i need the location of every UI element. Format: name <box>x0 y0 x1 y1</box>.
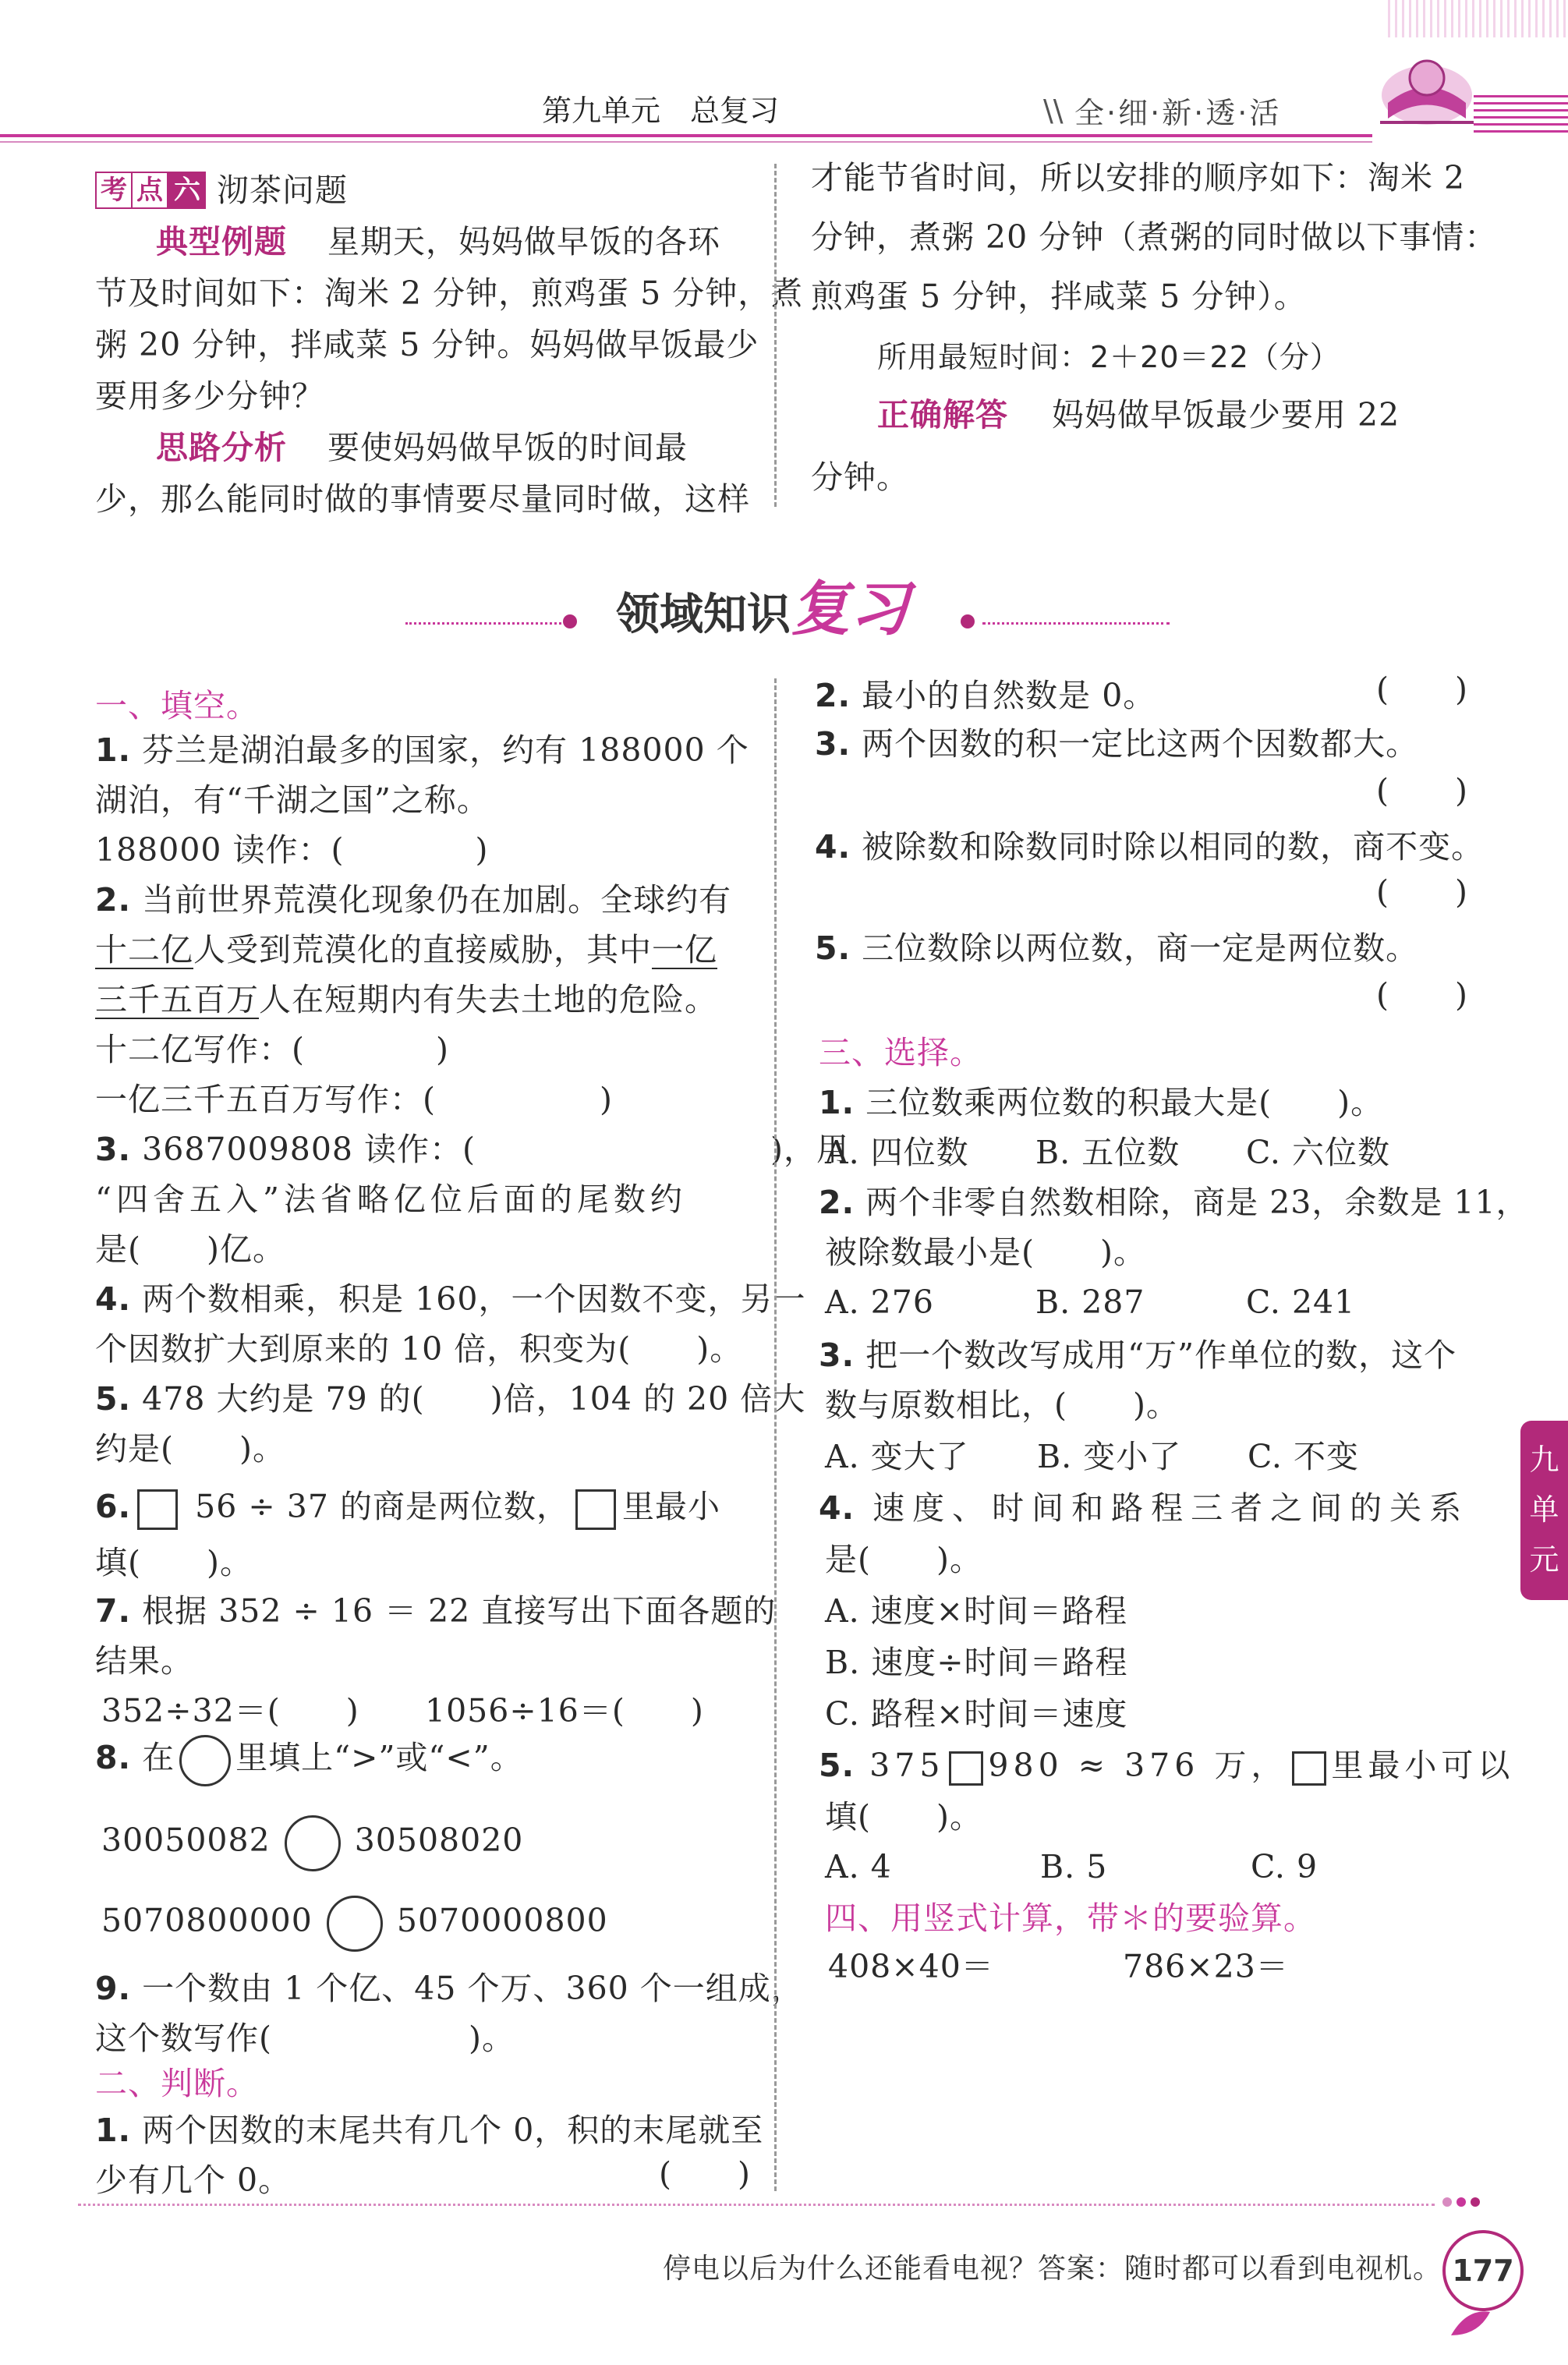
s1q3-num: 3. <box>95 1131 132 1168</box>
s1q7-expr-b: 1056÷16＝( ) <box>425 1692 704 1729</box>
sec3-title: 三、选择。 <box>819 1034 982 1071</box>
s3q2-text-1: 两个非零自然数相除，商是 23，余数是 11， <box>865 1184 1529 1221</box>
banner-title <box>616 561 909 646</box>
s2q1-line-2: 少有几个 0。 <box>95 2161 292 2199</box>
s1q8-pre: 在 <box>142 1739 175 1776</box>
s3q1-line-1 <box>819 1078 1383 1128</box>
topic-title: 沏茶问题 <box>217 172 348 209</box>
analysis-line-1 <box>156 423 688 473</box>
topic-tag-char-1: 考 <box>95 172 133 209</box>
header-stripes <box>1474 92 1568 133</box>
s1q3-line-3: 是( )亿。 <box>95 1230 285 1268</box>
s3q3-line-1 <box>819 1330 1457 1380</box>
s3q5-opt-b[interactable]: B. 5 <box>1040 1848 1108 1885</box>
s3q5-opt-a[interactable]: A. 4 <box>825 1848 892 1885</box>
s1q6-box-2[interactable] <box>575 1489 616 1530</box>
footer-riddle: 停电以后为什么还能看电视？答案：随时都可以看到电视机。 <box>663 2253 1442 2285</box>
s1q2-text-1: 当前世界荒漠化现象仍在加剧。全球约有 <box>142 881 732 919</box>
s3q3-opt-b[interactable]: B. 变小了 <box>1037 1438 1182 1475</box>
s4-expr-a: 408×40＝ <box>828 1948 994 1985</box>
side-tab-char-3: 元 <box>1529 1542 1559 1577</box>
analysis-label: 思路分析 <box>156 429 287 466</box>
example-line-4: 要用多少分钟？ <box>95 377 324 415</box>
calc-line: 所用最短时间：2＋20＝22（分） <box>877 340 1340 374</box>
s3q4-text-1: 速度、时间和路程三者之间的关系 <box>872 1489 1470 1527</box>
s2q3-line <box>815 719 1418 769</box>
sec1-title: 一、填空。 <box>95 687 259 724</box>
s3q5-box-2 <box>1292 1751 1326 1786</box>
s3q5-line-2: 填( )。 <box>825 1798 982 1836</box>
s2q3-paren[interactable]: ( ) <box>1376 772 1468 809</box>
s3q2-opt-c[interactable]: C. 241 <box>1246 1283 1356 1321</box>
s3q4-line-1 <box>819 1483 1469 1533</box>
s3q1-num: 1. <box>819 1084 855 1121</box>
s3q2-line-1 <box>819 1177 1529 1227</box>
banner <box>405 561 1170 647</box>
banner-title-accent: 复习 <box>791 574 909 643</box>
s1q8-circle-1[interactable] <box>285 1815 341 1871</box>
s1q3-text-1: 3687009808 读作：( )，用 <box>142 1131 850 1168</box>
s3q2-opt-b[interactable]: B. 287 <box>1035 1283 1145 1321</box>
s3q4-opt-a[interactable]: A. 速度×时间＝路程 <box>825 1592 1128 1630</box>
s2q3-num: 3. <box>815 725 851 763</box>
s1q6-tail: 里最小 <box>621 1488 720 1525</box>
side-tab-char-1: 九 <box>1529 1443 1559 1477</box>
s3q2-opt-a[interactable]: A. 276 <box>825 1283 934 1321</box>
s3q4-num: 4. <box>819 1489 855 1527</box>
s2q5-paren[interactable]: ( ) <box>1376 976 1468 1014</box>
s1q6-line-1 <box>95 1482 720 1531</box>
s1q8-row1-a: 30050082 <box>101 1822 271 1859</box>
s1q1-line-2: 湖泊，有“千湖之国”之称。 <box>95 781 490 819</box>
s2q4-text: 被除数和除数同时除以相同的数，商不变。 <box>862 828 1485 866</box>
s1q5-line-2: 约是( )。 <box>95 1430 285 1468</box>
s2q5-num: 5. <box>815 929 851 967</box>
page-number-badge <box>1442 2230 1524 2311</box>
s1q9-line-1 <box>95 1963 804 2013</box>
s1q2-num: 2. <box>95 881 132 919</box>
s1q1-text-1: 芬兰是湖泊最多的国家，约有 188000 个 <box>142 731 749 769</box>
topic-tag-char-3: 六 <box>168 172 206 209</box>
s3q4-opt-c[interactable]: C. 路程×时间＝速度 <box>825 1695 1128 1733</box>
s2q1-line-1 <box>95 2105 763 2155</box>
s1q5-num: 5. <box>95 1380 132 1418</box>
s3q3-opt-a[interactable]: A. 变大了 <box>825 1438 969 1475</box>
banner-line-right <box>982 622 1170 625</box>
header-logo-icon <box>1372 48 1481 134</box>
s1q4-num: 4. <box>95 1280 132 1318</box>
sec2-title: 二、判断。 <box>95 2065 259 2102</box>
s1q8-circle-sample <box>179 1735 231 1786</box>
example-text-1: 星期天，妈妈做早饭的各环 <box>327 223 720 260</box>
s1q7-text-1: 根据 352 ÷ 16 ＝ 22 直接写出下面各题的 <box>142 1592 777 1630</box>
banner-line-left <box>405 622 561 625</box>
s1q7-num: 7. <box>95 1592 132 1630</box>
s3q1-opt-a[interactable]: A. 四位数 <box>825 1134 969 1171</box>
s1q8-row-2 <box>101 1893 608 1952</box>
s1q2-mid: 人受到荒漠化的直接威胁，其中 <box>193 931 652 968</box>
side-tab-char-2: 单 <box>1529 1492 1559 1527</box>
s3q5-mid: 980 ≈ 376 万， <box>988 1747 1288 1784</box>
s3q1-opt-b[interactable]: B. 五位数 <box>1035 1134 1180 1171</box>
s1q8-post: 里填上“>”或“<”。 <box>235 1739 523 1776</box>
s1q1-line-3: 188000 读作：( ) <box>95 831 489 869</box>
s1q8-line-1 <box>95 1733 523 1786</box>
banner-title-main: 领域知识 <box>616 589 791 640</box>
s1q8-row2-b: 5070000800 <box>396 1902 608 1939</box>
s1q5-line-1 <box>95 1374 805 1424</box>
s2q2-num: 2. <box>815 677 851 714</box>
s1q6-line-2: 填( )。 <box>95 1544 253 1581</box>
banner-dot-left-icon <box>563 614 577 628</box>
topic-tag-char-2: 点 <box>133 172 168 209</box>
header-rule-2 <box>0 141 1372 143</box>
s2q2-text: 最小的自然数是 0。 <box>862 677 1156 714</box>
s1q4-line-1 <box>95 1274 805 1324</box>
s1q6-num: 6. <box>95 1488 132 1525</box>
example-line-1 <box>156 217 720 267</box>
sec4-title: 四、用竖式计算，带＊的要验算。 <box>825 1899 1316 1937</box>
s3q2-line-2: 被除数最小是( )。 <box>825 1234 1146 1271</box>
analysis-line-5: 煎鸡蛋 5 分钟，拌咸菜 5 分钟）。 <box>811 278 1307 315</box>
s1q2-underline-2b: 三千五百万 <box>95 981 259 1018</box>
s2q5-line <box>815 923 1418 973</box>
s1q4-line-2: 个因数扩大到原来的 10 倍，积变为( )。 <box>95 1330 743 1368</box>
s3q4-line-2: 是( )。 <box>825 1541 982 1578</box>
s1q7-line-1 <box>95 1586 776 1636</box>
s1q6-mid: 56 ÷ 37 的商是两位数， <box>195 1488 569 1525</box>
s1q1-line-1 <box>95 725 749 775</box>
s3q1-opt-c[interactable]: C. 六位数 <box>1246 1134 1390 1171</box>
answer-line-2: 分钟。 <box>811 458 909 496</box>
s1q7-line-2: 结果。 <box>95 1642 193 1680</box>
s1q2-line-1 <box>95 875 731 925</box>
topic-tag <box>95 172 206 211</box>
analysis-line-2: 少，那么能同时做的事情要尽量同时做，这样 <box>95 480 750 518</box>
header-slash-icon: \\ <box>1043 94 1064 128</box>
s1q5-text-1: 478 大约是 79 的( )倍，104 的 20 倍大 <box>142 1380 806 1418</box>
unit-title: 第九单元 总复习 <box>542 94 780 128</box>
example-label: 典型例题 <box>156 223 287 260</box>
s3q3-opt-c[interactable]: C. 不变 <box>1248 1438 1359 1475</box>
footer-leaf-icon <box>1447 2304 1494 2343</box>
s3q4-opt-b[interactable]: B. 速度÷时间＝路程 <box>825 1644 1128 1681</box>
s3q2-num: 2. <box>819 1184 855 1221</box>
s1q8-num: 8. <box>95 1739 132 1776</box>
analysis-text-1: 要使妈妈做早饭的时间最 <box>327 429 688 466</box>
s3q5-opt-c[interactable]: C. 9 <box>1251 1848 1318 1885</box>
s3q5-pre: 375 <box>869 1747 945 1784</box>
s1q4-text-1: 两个数相乘，积是 160，一个因数不变，另一 <box>142 1280 806 1318</box>
s2q1-text-1: 两个因数的末尾共有几个 0，积的末尾就至 <box>142 2112 764 2149</box>
s3q3-num: 3. <box>819 1337 855 1374</box>
analysis-line-4: 分钟，煮粥 20 分钟（煮粥的同时做以下事情： <box>811 218 1498 256</box>
s2q5-text: 三位数除以两位数，商一定是两位数。 <box>862 929 1419 967</box>
s3q5-line-1 <box>819 1740 1514 1790</box>
banner-dot-right-icon <box>961 614 975 628</box>
s1q7-expr-a: 352÷32＝( ) <box>101 1692 359 1729</box>
s1q2-line-4: 十二亿写作：( ) <box>95 1031 449 1068</box>
s1q2-line-5: 一亿三千五百万写作：( ) <box>95 1081 613 1118</box>
s2q4-paren[interactable]: ( ) <box>1376 873 1468 911</box>
s2q4-line <box>815 822 1484 872</box>
s3q1-text-1: 三位数乘两位数的积最大是( )。 <box>865 1084 1384 1121</box>
s4-expr-b: 786×23＝ <box>1123 1948 1289 1985</box>
s3q5-tail: 里最小可以 <box>1331 1747 1515 1784</box>
s1q2-tail: 人在短期内有失去土地的危险。 <box>259 981 717 1018</box>
s2q3-text: 两个因数的积一定比这两个因数都大。 <box>862 725 1419 763</box>
s3q3-line-2: 数与原数相比，( )。 <box>825 1386 1179 1424</box>
s2q1-num: 1. <box>95 2112 132 2149</box>
s1q8-circle-2[interactable] <box>327 1896 383 1952</box>
s1q8-row2-a: 5070800000 <box>101 1902 313 1939</box>
analysis-line-3: 才能节省时间，所以安排的顺序如下：淘米 2 <box>811 159 1466 196</box>
s2q2-paren[interactable]: ( ) <box>1376 671 1468 708</box>
answer-line-1 <box>877 390 1400 440</box>
s3q3-text-1: 把一个数改写成用“万”作单位的数，这个 <box>865 1337 1457 1374</box>
column-divider-top <box>774 164 777 507</box>
s1q2-underline-1: 十二亿 <box>95 931 193 968</box>
header-rule <box>0 134 1372 137</box>
page-number: 177 <box>1452 2253 1514 2288</box>
s1q2-underline-2a: 一亿 <box>652 931 717 968</box>
s2q2-line <box>815 671 1156 720</box>
s1q8-row-1 <box>101 1813 523 1871</box>
s1q2-line-2 <box>95 925 717 975</box>
header-slogan: 全·细·新·透·活 <box>1074 96 1282 130</box>
s1q2-line-3 <box>95 975 717 1025</box>
s1q9-num: 9. <box>95 1970 132 2007</box>
s2q1-paren[interactable]: ( ) <box>659 2155 751 2193</box>
footer-dots-icon <box>1442 2197 1489 2211</box>
example-line-2: 节及时间如下：淘米 2 分钟，煎鸡蛋 5 分钟，煮 <box>95 274 804 312</box>
footer-rule <box>78 2204 1435 2206</box>
s1q1-num: 1. <box>95 731 132 769</box>
s1q3-line-1 <box>95 1124 849 1174</box>
s3q5-box-1 <box>949 1751 983 1786</box>
s1q9-line-2: 这个数写作( )。 <box>95 2020 515 2057</box>
s1q9-text-1: 一个数由 1 个亿、45 个万、360 个一组成， <box>142 1970 804 2007</box>
header-decoration <box>1388 0 1568 37</box>
answer-label: 正确解答 <box>877 396 1008 434</box>
header-bar <box>0 0 1568 148</box>
s1q3-line-2: “四舍五入”法省略亿位后面的尾数约 <box>95 1181 687 1218</box>
s1q8-row1-b: 30508020 <box>354 1822 524 1859</box>
answer-text-1: 妈妈做早饭最少要用 22 <box>1052 396 1400 434</box>
example-line-3: 粥 20 分钟，拌咸菜 5 分钟。妈妈做早饭最少 <box>95 326 759 363</box>
column-divider-main <box>774 678 777 2191</box>
s2q4-num: 4. <box>815 828 851 866</box>
side-tab[interactable] <box>1520 1421 1568 1600</box>
s1q6-box-1[interactable] <box>137 1489 178 1530</box>
s3q5-num: 5. <box>819 1747 855 1784</box>
